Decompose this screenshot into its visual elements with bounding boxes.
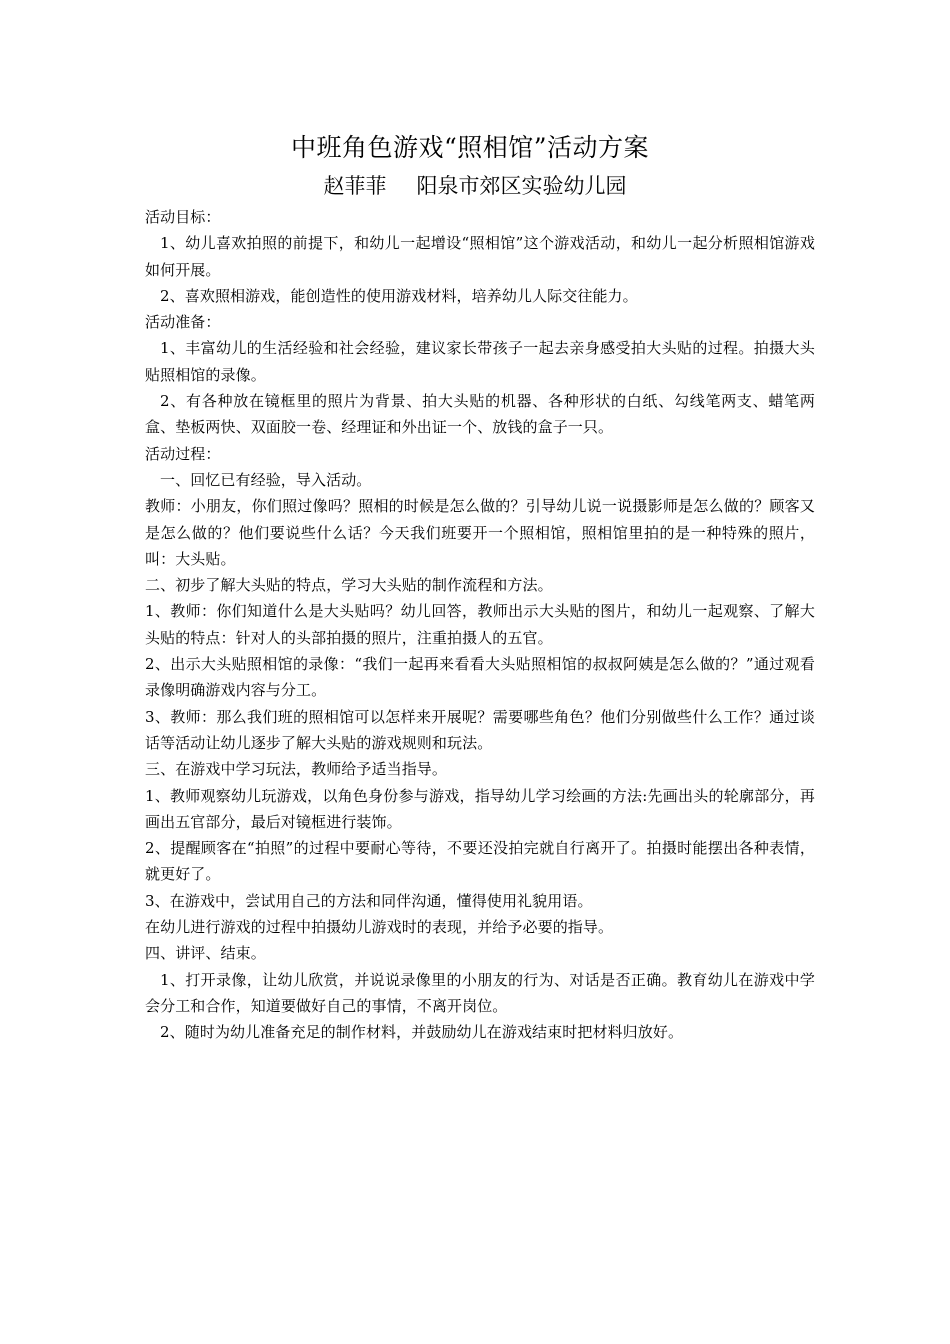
organization-name: 阳泉市郊区实验幼儿园: [416, 174, 627, 198]
paragraph: 二、初步了解大头贴的特点，学习大头贴的制作流程和方法。: [145, 576, 553, 595]
paragraph: 四、讲评、结束。: [145, 944, 266, 963]
paragraph: 1、教师：你们知道什么是大头贴吗？幼儿回答，教师出示大头贴的图片，和幼儿一起观察、了解大头贴的特点：针对人的头部拍摄的照片，注重拍摄人的五官。: [145, 602, 815, 647]
paragraph: 1、教师观察幼儿玩游戏，以角色身份参与游戏，指导幼儿学习绘画的方法:先画出头的轮廓部分，再画出五官部分，最后对镜框进行装饰。: [145, 786, 815, 831]
paragraph: 2、出示大头贴照相馆的录像：“我们一起再来看看大头贴照相馆的叔叔阿姨是怎么做的？”通过观看录像明确游戏内容与分工。: [145, 655, 815, 700]
paragraph: 1、打开录像，让幼儿欣赏，并说说录像里的小朋友的行为、对话是否正确。教育幼儿在游戏中学会分工和合作，知道要做好自己的事情，不离开岗位。: [145, 970, 815, 1015]
paragraph: 2、随时为幼儿准备充足的制作材料，并鼓励幼儿在游戏结束时把材料归放好。: [160, 1023, 684, 1042]
document-byline: [135, 168, 815, 204]
document-title: 中班角色游戏“照相馆”活动方案: [290, 133, 650, 162]
paragraph: 1、丰富幼儿的生活经验和社会经验，建议家长带孩子一起去亲身感受拍大头贴的过程。拍摄大头贴照相馆的录像。: [145, 339, 815, 384]
paragraph: 3、教师：那么我们班的照相馆可以怎样来开展呢？需要哪些角色？他们分别做些什么工作？通过谈话等活动让幼儿逐步了解大头贴的游戏规则和玩法。: [145, 707, 815, 752]
paragraph: 一、回忆已有经验，导入活动。: [160, 470, 372, 489]
paragraph: 活动目标：: [145, 208, 221, 226]
paragraph: 2、有各种放在镜框里的照片为背景、拍大头贴的机器、各种形状的白纸、勾线笔两支、蜡笔两盒、垫板两快、双面胶一卷、经理证和外出证一个、放钱的盒子一只。: [145, 392, 815, 437]
paragraph: 教师：小朋友，你们照过像吗？照相的时候是怎么做的？引导幼儿说一说摄影师是怎么做的？顾客又是怎么做的？他们要说些什么话？今天我们班要开一个照相馆，照相馆里拍的是一种特殊的照片，叫：大头贴。: [145, 497, 815, 568]
paragraph: 2、提醒顾客在“拍照”的过程中要耐心等待，不要还没拍完就自行离开了。拍摄时能摆出各种表情，就更好了。: [145, 839, 815, 884]
paragraph: 活动过程：: [145, 444, 221, 463]
paragraph: 1、幼儿喜欢拍照的前提下，和幼儿一起增设“照相馆”这个游戏活动，和幼儿一起分析照相馆游戏如何开展。: [145, 234, 815, 279]
document-body: [145, 128, 815, 1046]
paragraph: 三、在游戏中学习玩法，教师给予适当指导。: [145, 760, 448, 779]
paragraph: 2、喜欢照相游戏，能创造性的使用游戏材料，培养幼儿人际交往能力。: [160, 286, 638, 305]
paragraph: 在幼儿进行游戏的过程中拍摄幼儿游戏时的表现，并给予必要的指导。: [145, 918, 614, 937]
paragraph: 活动准备：: [145, 313, 221, 332]
author-name: 赵菲菲: [323, 174, 387, 198]
paragraph: 3、在游戏中，尝试用自己的方法和同伴沟通，懂得使用礼貌用语。: [145, 891, 593, 910]
document-content: [145, 204, 815, 1046]
